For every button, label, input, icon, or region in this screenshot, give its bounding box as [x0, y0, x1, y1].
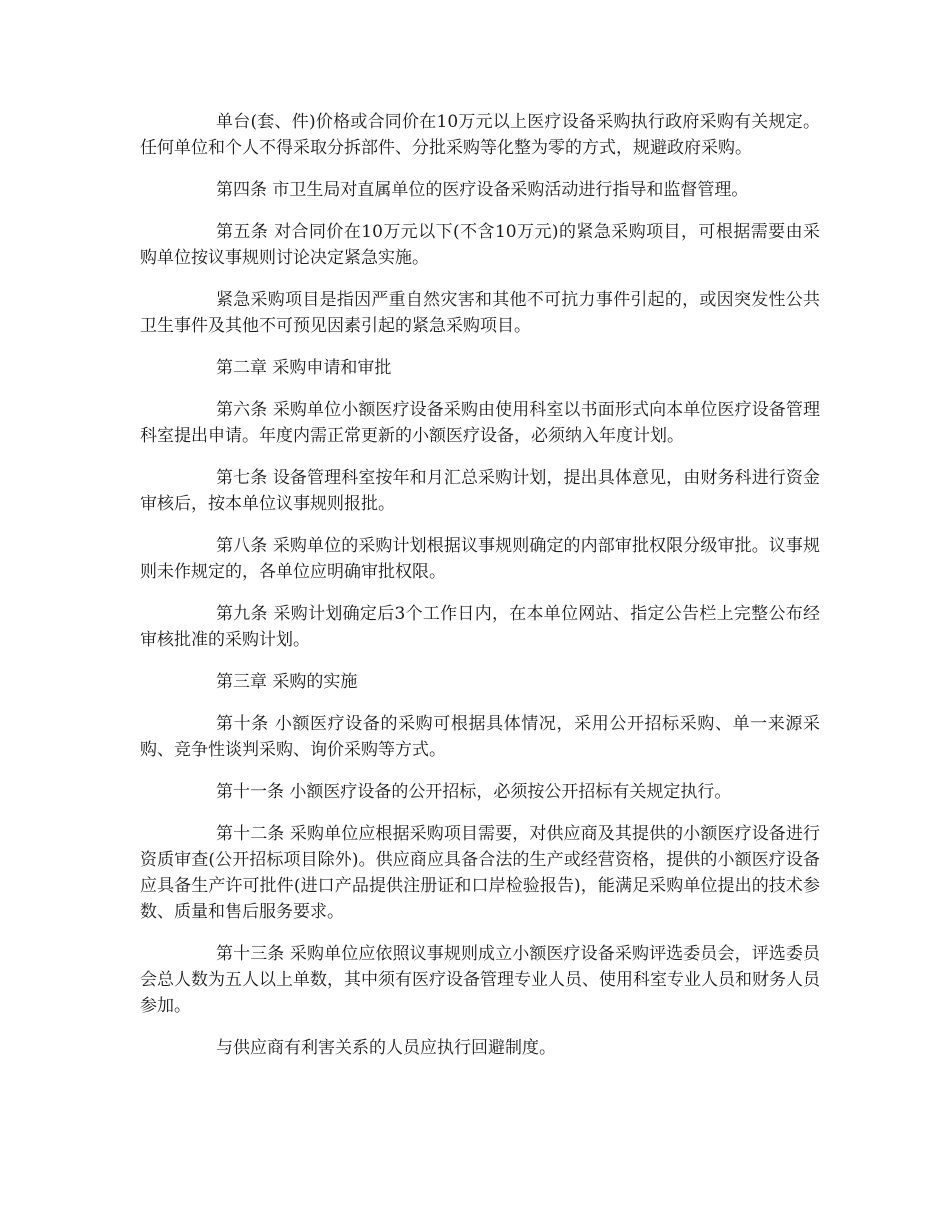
article-7: 第七条 设备管理科室按年和月汇总采购计划，提出具体意见，由财务科进行资金审核后，按本单位议事规则报批。: [140, 468, 820, 514]
article-6: 第六条 采购单位小额医疗设备采购由使用科室以书面形式向本单位医疗设备管理科室提出申请。年度内需正常更新的小额医疗设备，必须纳入年度计划。: [140, 400, 820, 446]
chapter-3-heading: 第三章 采购的实施: [216, 672, 358, 692]
emergency-procurement-definition: 紧急采购项目是指因严重自然灾害和其他不可抗力事件引起的，或因突发性公共卫生事件及其他不可预见因素引起的紧急采购项目。: [140, 290, 820, 336]
article-10: 第十条 小额医疗设备的采购可根据具体情况，采用公开招标采购、单一来源采购、竞争性谈判采购、询价采购等方式。: [140, 714, 820, 760]
paragraph-1: 单台(套、件)价格或合同价在10万元以上医疗设备采购执行政府采购有关规定。任何单位和个人不得采取分拆部件、分批采购等化整为零的方式，规避政府采购。: [140, 112, 820, 158]
article-4: 第四条 市卫生局对直属单位的医疗设备采购活动进行指导和监督管理。: [216, 180, 749, 200]
article-12: 第十二条 采购单位应根据采购项目需要，对供应商及其提供的小额医疗设备进行资质审查(公开招标项目除外)。供应商应具备合法的生产或经营资格，提供的小额医疗设备应具备生产许可批件(进口产品提供注册证和口岸检验报告)，能满足采购单位提出的技术参数、质量和售后服务要求。: [140, 824, 820, 922]
document-body: [140, 109, 820, 1077]
chapter-2-heading: 第二章 采购申请和审批: [216, 358, 392, 378]
article-5: 第五条 对合同价在10万元以下(不含10万元)的紧急采购项目，可根据需要由采购单位按议事规则讨论决定紧急实施。: [140, 222, 820, 268]
article-13: 第十三条 采购单位应依照议事规则成立小额医疗设备采购评选委员会，评选委员会总人数为五人以上单数，其中须有医疗设备管理专业人员、使用科室专业人员和财务人员参加。: [140, 944, 820, 1016]
article-11: 第十一条 小额医疗设备的公开招标，必须按公开招标有关规定执行。: [216, 782, 732, 802]
article-8: 第八条 采购单位的采购计划根据议事规则确定的内部审批权限分级审批。议事规则未作规定的，各单位应明确审批权限。: [140, 536, 820, 582]
article-9: 第九条 采购计划确定后3个工作日内，在本单位网站、指定公告栏上完整公布经审核批准的采购计划。: [140, 604, 820, 650]
recusal-rule: 与供应商有利害关系的人员应执行回避制度。: [216, 1038, 556, 1058]
